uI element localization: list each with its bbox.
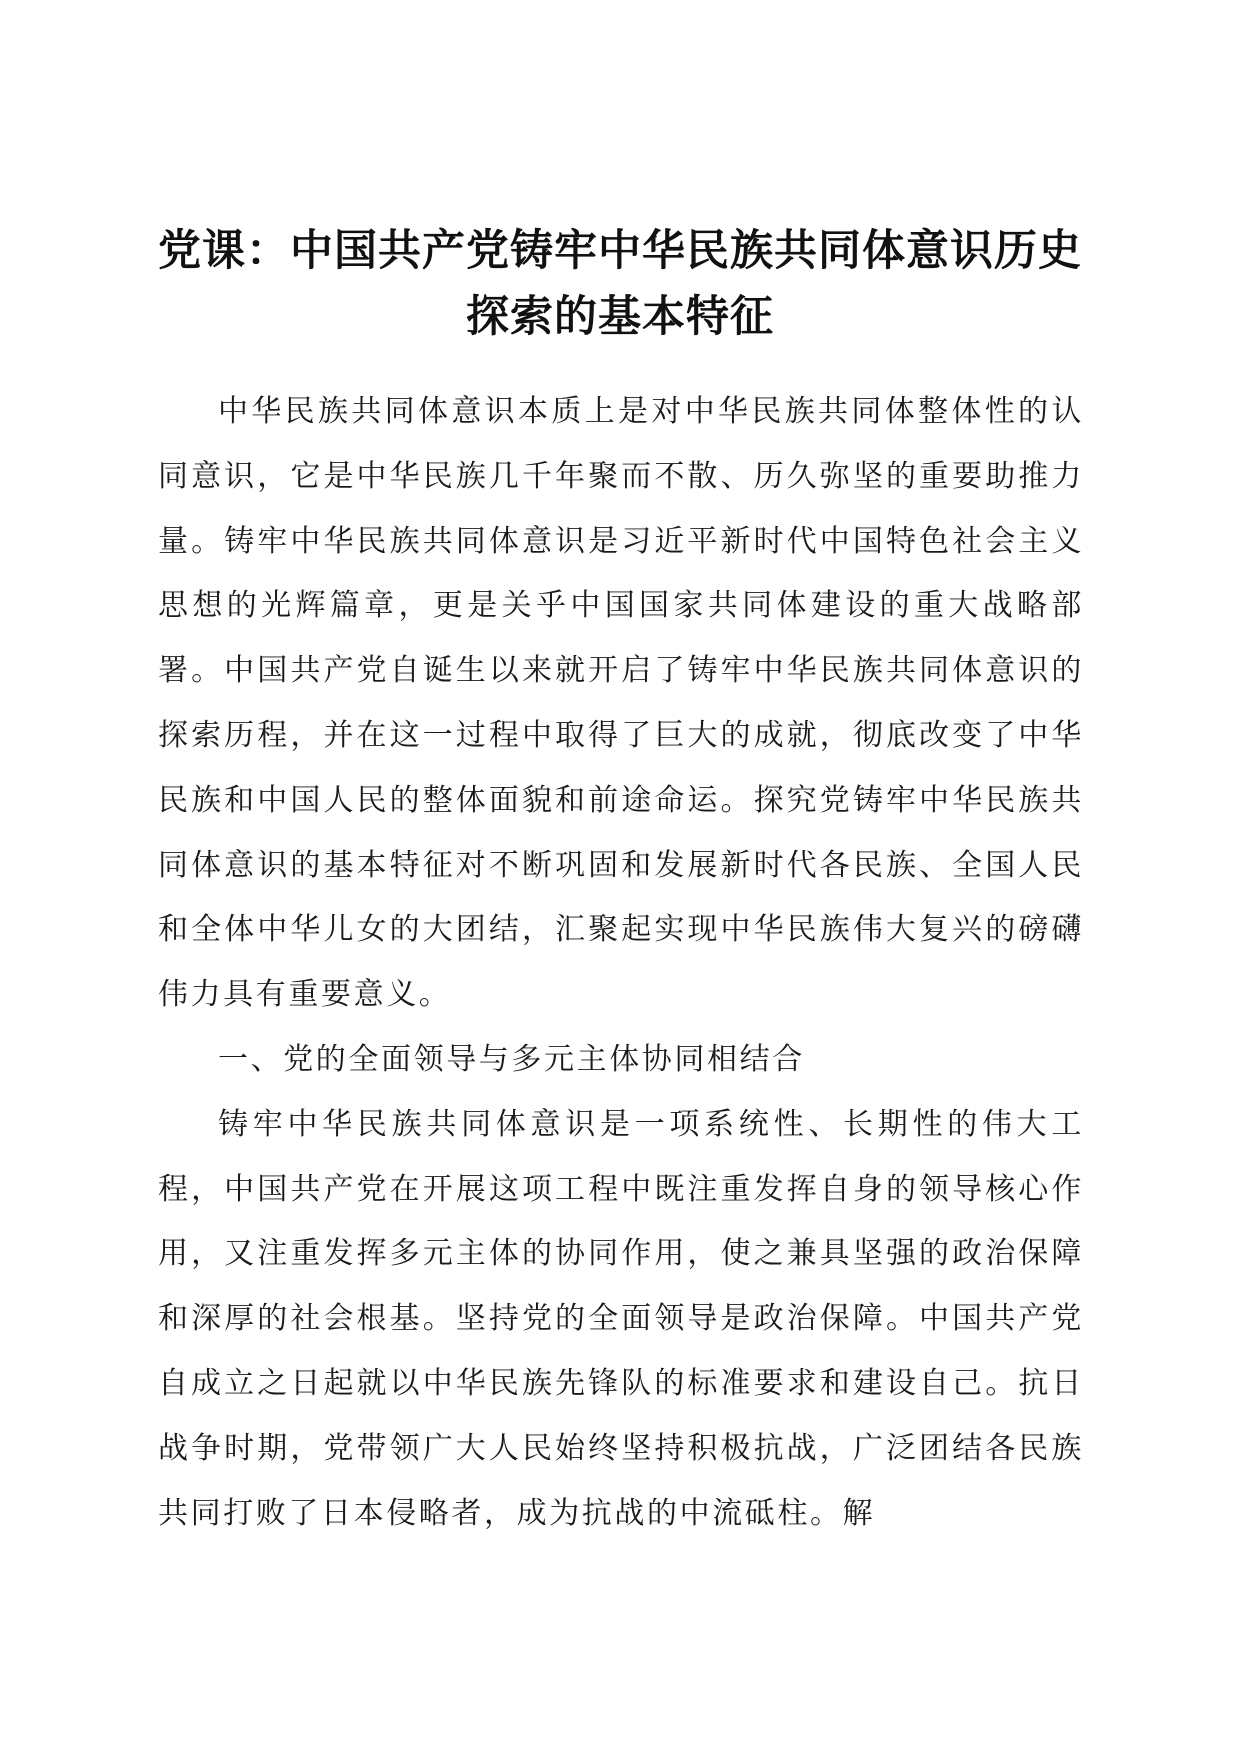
section-heading: 一、党的全面领导与多元主体协同相结合 xyxy=(218,1041,805,1077)
document-title: 党课：中国共产党铸牢中华民族共同体意识历史探索的基本特征 xyxy=(158,226,1082,342)
section-paragraph: 铸牢中华民族共同体意识是一项系统性、长期性的伟大工程，中国共产党在开展这项工程中既注重发挥自身的领导核心作用，又注重发挥多元主体的协同作用，使之兼具坚强的政治保障和深厚的社会根基。坚持党的全面领导是政治保障。中国共产党自成立之日起就以中华民族先锋队的标准要求和建设自己。抗日战争时期，党带领广大人民始终坚持积极抗战，广泛团结各民族共同打败了日本侵略者，成为抗战的中流砥柱。解 xyxy=(158,1106,1084,1531)
intro-paragraph: 中华民族共同体意识本质上是对中华民族共同体整体性的认同意识，它是中华民族几千年聚而不散、历久弥坚的重要助推力量。铸牢中华民族共同体意识是习近平新时代中国特色社会主义思想的光辉篇章，更是关乎中国国家共同体建设的重大战略部署。中国共产党自诞生以来就开启了铸牢中华民族共同体意识的探索历程，并在这一过程中取得了巨大的成就，彻底改变了中华民族和中国人民的整体面貌和前途命运。探究党铸牢中华民族共同体意识的基本特征对不断巩固和发展新时代各民族、全国人民和全体中华儿女的大团结，汇聚起实现中华民族伟大复兴的磅礴伟力具有重要意义。 xyxy=(158,394,1084,1013)
document-body xyxy=(158,380,1084,1546)
